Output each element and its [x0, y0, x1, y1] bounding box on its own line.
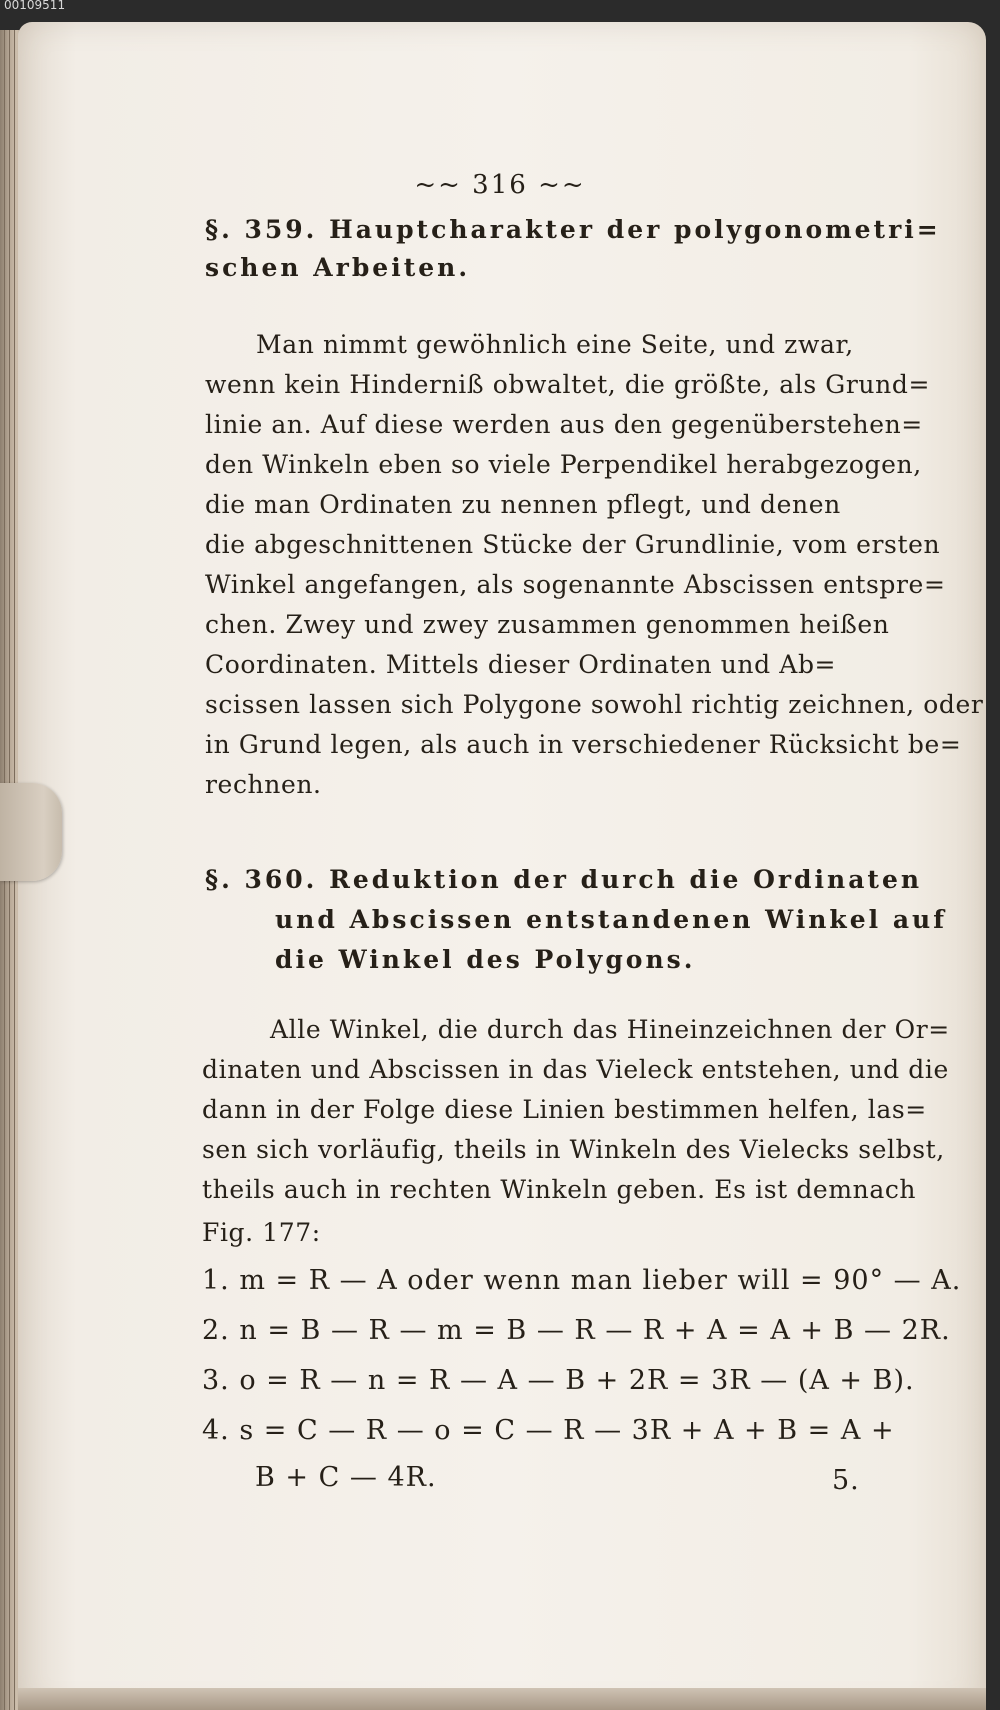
section-360-body-line-5: theils auch in rechten Winkeln geben. Es ist demnach — [202, 1175, 917, 1204]
section-359-body-line-2: wenn kein Hinderniß obwaltet, die größte, als Grund= — [205, 370, 930, 399]
section-360-body-line-3: dann in der Folge diese Linien bestimmen helfen, las= — [202, 1095, 927, 1124]
section-360-body-line-1: Alle Winkel, die durch das Hineinzeichnen der Or= — [270, 1015, 950, 1044]
section-359-body-line-7: Winkel angefangen, als sogenannte Abscissen entspre= — [205, 570, 946, 599]
scan-id: 00109511 — [4, 0, 66, 12]
section-360-title-line-1: §. 360. Reduktion der durch die Ordinaten — [205, 865, 923, 894]
section-360-body-line-4: sen sich vorläufig, theils in Winkeln des Vielecks selbst, — [202, 1135, 945, 1164]
section-360-title-line-3: die Winkel des Polygons. — [275, 945, 696, 974]
section-360-title-line-2: und Abscissen entstandenen Winkel auf — [275, 905, 947, 934]
section-359-body-line-1: Man nimmt gewöhnlich eine Seite, und zwar, — [256, 330, 854, 359]
section-359-body-line-10: scissen lassen sich Polygone sowohl richtig zeichnen, oder — [205, 690, 984, 719]
page-bottom-edge — [18, 1688, 986, 1710]
section-359-title-line-2: schen Arbeiten. — [205, 253, 471, 282]
equation-3: 3. o = R — n = R — A — B + 2R = 3R — (A + B). — [202, 1365, 915, 1396]
section-359-body-line-12: rechnen. — [205, 770, 322, 799]
equation-4: 4. s = C — R — o = C — R — 3R + A + B = A + — [202, 1415, 895, 1446]
bookmark-tab — [0, 783, 62, 881]
equation-2: 2. n = B — R — m = B — R — R + A = A + B — 2R. — [202, 1315, 951, 1346]
section-359-body-line-6: die abgeschnittenen Stücke der Grundlinie, vom ersten — [205, 530, 941, 559]
section-359-body-line-3: linie an. Auf diese werden aus den gegenüberstehen= — [205, 410, 923, 439]
section-359-body-line-11: in Grund legen, als auch in verschiedener Rücksicht be= — [205, 730, 962, 759]
figure-reference: Fig. 177: — [202, 1218, 321, 1247]
section-359-body-line-5: die man Ordinaten zu nennen pflegt, und denen — [205, 490, 841, 519]
section-359-body-line-4: den Winkeln eben so viele Perpendikel herabgezogen, — [205, 450, 922, 479]
equation-1: 1. m = R — A oder wenn man lieber will = 90° — A. — [202, 1265, 962, 1296]
section-359-body-line-8: chen. Zwey und zwey zusammen genommen heißen — [205, 610, 890, 639]
section-359-body-line-9: Coordinaten. Mittels dieser Ordinaten und Ab= — [205, 650, 837, 679]
section-360-body-line-2: dinaten und Abscissen in das Vieleck entstehen, und die — [202, 1055, 949, 1084]
section-359-title-line-1: §. 359. Hauptcharakter der polygonometri= — [205, 215, 941, 244]
page-header: ~~ 316 ~~ — [414, 170, 586, 200]
equation-4-continuation: B + C — 4R. — [255, 1462, 437, 1493]
catchword: 5. — [832, 1465, 860, 1496]
